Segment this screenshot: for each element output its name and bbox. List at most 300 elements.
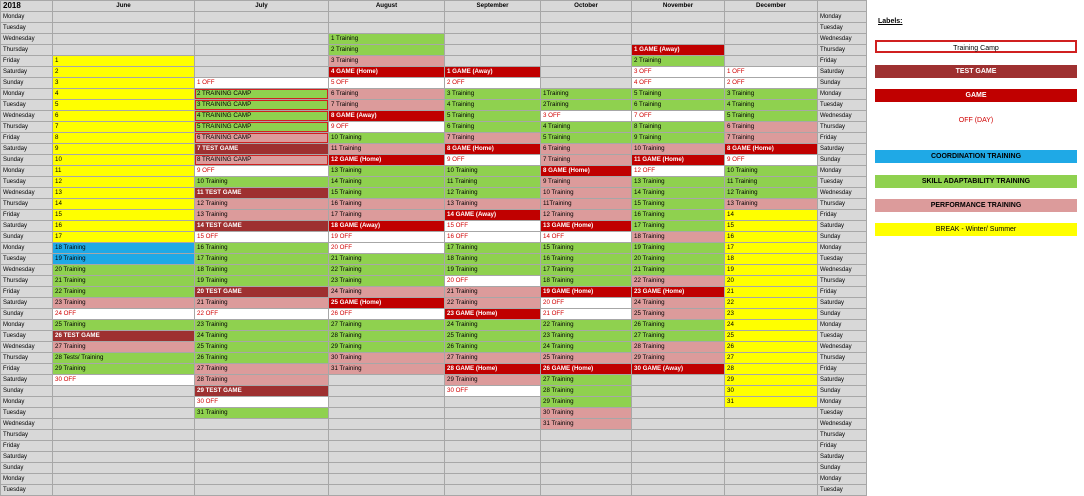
day-cell — [541, 100, 632, 111]
weekday-label-right: Friday — [818, 56, 867, 67]
day-cell — [541, 375, 632, 386]
day-cell — [541, 155, 632, 166]
day-cell — [195, 342, 329, 353]
weekday-label: Wednesday — [1, 34, 53, 45]
day-entry: 21 Training — [634, 266, 665, 273]
day-entry: 8 GAME (Away) — [331, 112, 377, 119]
day-cell — [541, 474, 632, 485]
day-cell — [195, 452, 329, 463]
day-cell — [195, 375, 329, 386]
weekday-label: Wednesday — [1, 188, 53, 199]
day-entry: 18 Training — [447, 255, 478, 262]
weekday-label: Monday — [1, 89, 53, 100]
day-cell — [541, 166, 632, 177]
day-entry: 24 Training — [634, 299, 665, 306]
day-entry: 12 Training — [197, 200, 228, 207]
day-cell — [53, 221, 195, 232]
day-entry: 17 Training — [447, 244, 478, 251]
day-cell — [725, 298, 818, 309]
day-entry: 3 OFF — [543, 112, 561, 119]
day-entry: 10 Training — [447, 167, 478, 174]
legend-coordination-training: COORDINATION TRAINING — [875, 150, 1077, 163]
day-cell — [329, 375, 445, 386]
weekday-label-right: Wednesday — [818, 188, 867, 199]
weekday-label-right: Tuesday — [818, 331, 867, 342]
day-cell — [329, 485, 445, 496]
weekday-label: Sunday — [1, 155, 53, 166]
weekday-label: Friday — [1, 287, 53, 298]
day-entry: 23 — [727, 310, 734, 317]
weekday-label-right: Monday — [818, 166, 867, 177]
day-entry: 26 OFF — [331, 310, 352, 317]
day-cell — [53, 364, 195, 375]
weekday-label-right: Friday — [818, 210, 867, 221]
day-cell — [725, 375, 818, 386]
day-cell — [541, 67, 632, 78]
month-header-august: August — [329, 1, 445, 12]
table-row — [1, 155, 867, 166]
weekday-label: Monday — [1, 166, 53, 177]
weekday-label-right: Thursday — [818, 199, 867, 210]
weekday-label: Thursday — [1, 276, 53, 287]
day-entry: 9 OFF — [197, 167, 215, 174]
day-entry: 23 Training — [197, 321, 228, 328]
day-entry: 8 TRAINING CAMP — [197, 156, 252, 163]
day-cell — [329, 100, 445, 111]
day-cell — [53, 34, 195, 45]
day-cell — [445, 375, 541, 386]
day-entry: 23 GAME (Home) — [447, 310, 498, 317]
day-entry: 5 Training — [727, 112, 755, 119]
day-cell — [445, 287, 541, 298]
weekday-label: Saturday — [1, 144, 53, 155]
day-cell — [725, 342, 818, 353]
table-row — [1, 166, 867, 177]
day-entry: 25 Training — [447, 332, 478, 339]
day-entry: 5 Training — [447, 112, 475, 119]
day-cell — [195, 111, 329, 122]
day-cell — [329, 441, 445, 452]
day-entry: 10 Training — [634, 145, 665, 152]
day-cell — [53, 166, 195, 177]
day-entry: 22 Training — [543, 321, 574, 328]
day-cell — [195, 56, 329, 67]
day-cell — [195, 463, 329, 474]
day-entry: 10 Training — [543, 189, 574, 196]
day-cell — [53, 386, 195, 397]
day-cell — [329, 309, 445, 320]
day-cell — [632, 353, 725, 364]
day-cell — [445, 309, 541, 320]
day-entry: 15 — [55, 211, 62, 218]
day-entry: 7 Training — [447, 134, 475, 141]
day-cell — [445, 243, 541, 254]
day-cell — [541, 452, 632, 463]
legend-break: BREAK - Winter/ Summer — [875, 223, 1077, 236]
weekday-label-right: Friday — [818, 364, 867, 375]
day-cell — [632, 265, 725, 276]
day-cell — [445, 265, 541, 276]
weekday-label: Sunday — [1, 309, 53, 320]
day-cell — [541, 298, 632, 309]
day-cell — [725, 23, 818, 34]
day-entry: 12 GAME (Home) — [331, 156, 382, 163]
day-entry: 22 Training — [634, 277, 665, 284]
day-entry: 8 GAME (Home) — [727, 145, 774, 152]
day-cell — [541, 309, 632, 320]
day-entry: 4 TRAINING CAMP — [197, 112, 252, 119]
weekday-label: Sunday — [1, 386, 53, 397]
day-cell — [53, 408, 195, 419]
day-cell — [445, 166, 541, 177]
day-cell — [53, 45, 195, 56]
day-cell — [195, 199, 329, 210]
day-entry: 11 Training — [331, 145, 362, 152]
day-entry: 6 Training — [331, 90, 359, 97]
day-entry: 20 Training — [634, 255, 665, 262]
day-cell — [725, 111, 818, 122]
table-row — [1, 276, 867, 287]
day-entry: 16 Training — [197, 244, 228, 251]
day-cell — [445, 67, 541, 78]
day-cell — [632, 441, 725, 452]
weekday-label-right: Sunday — [818, 463, 867, 474]
day-entry: 28 — [727, 365, 734, 372]
day-entry: 12 Training — [447, 189, 478, 196]
day-entry: 19 GAME (Home) — [543, 288, 594, 295]
day-entry: 11 — [55, 167, 62, 174]
day-cell — [725, 419, 818, 430]
day-entry: 12 Training — [543, 211, 574, 218]
day-entry: 1 — [55, 57, 59, 64]
day-cell — [329, 122, 445, 133]
day-entry: 23 Training — [55, 299, 86, 306]
day-cell — [329, 199, 445, 210]
day-entry: 20 TEST GAME — [197, 288, 242, 295]
day-cell — [445, 485, 541, 496]
day-cell — [541, 408, 632, 419]
day-entry: 6 TRAINING CAMP — [197, 134, 252, 141]
day-entry: 15 — [727, 222, 734, 229]
day-entry: 28 Tests/ Training — [55, 354, 104, 361]
table-row — [1, 210, 867, 221]
day-entry: 9 — [55, 145, 59, 152]
weekday-label-right: Saturday — [818, 375, 867, 386]
day-cell — [445, 276, 541, 287]
day-cell — [541, 254, 632, 265]
day-cell — [329, 177, 445, 188]
day-cell — [632, 298, 725, 309]
day-cell — [53, 199, 195, 210]
day-cell — [445, 364, 541, 375]
day-cell — [445, 188, 541, 199]
day-entry: 23 Training — [543, 332, 574, 339]
day-cell — [541, 177, 632, 188]
day-cell — [632, 485, 725, 496]
day-entry: 5 OFF — [331, 79, 349, 86]
day-cell — [541, 199, 632, 210]
day-cell — [541, 430, 632, 441]
day-entry: 24 — [727, 321, 734, 328]
day-cell — [53, 265, 195, 276]
day-entry: 21 OFF — [543, 310, 564, 317]
weekday-label: Wednesday — [1, 342, 53, 353]
day-cell — [195, 364, 329, 375]
weekday-label: Tuesday — [1, 100, 53, 111]
day-cell — [725, 320, 818, 331]
day-entry: 10 Training — [197, 178, 228, 185]
day-entry: 2 Training — [331, 46, 359, 53]
day-cell — [445, 353, 541, 364]
day-cell — [541, 34, 632, 45]
day-entry: 9 OFF — [447, 156, 465, 163]
day-cell — [53, 155, 195, 166]
table-row — [1, 56, 867, 67]
day-entry: 2 — [55, 68, 59, 75]
day-cell — [53, 353, 195, 364]
day-cell — [329, 45, 445, 56]
day-cell — [541, 276, 632, 287]
day-cell — [445, 419, 541, 430]
day-entry: 13 Training — [447, 200, 478, 207]
day-cell — [195, 221, 329, 232]
day-cell — [541, 56, 632, 67]
day-entry: 5 Training — [634, 90, 662, 97]
weekday-label-right: Friday — [818, 441, 867, 452]
day-entry: 7 Training — [727, 134, 755, 141]
table-row — [1, 265, 867, 276]
day-cell — [632, 452, 725, 463]
day-entry: 6 — [55, 112, 59, 119]
day-cell — [329, 254, 445, 265]
day-entry: 7 Training — [543, 156, 571, 163]
day-entry: 14 GAME (Away) — [447, 211, 497, 218]
day-entry: 13 — [55, 189, 62, 196]
day-cell — [53, 276, 195, 287]
weekday-label-right: Wednesday — [818, 419, 867, 430]
weekday-label-right: Thursday — [818, 45, 867, 56]
right-header-blank — [818, 1, 867, 12]
weekday-label: Tuesday — [1, 254, 53, 265]
day-cell — [329, 298, 445, 309]
day-cell — [725, 100, 818, 111]
day-entry: 3 — [55, 79, 59, 86]
day-cell — [725, 67, 818, 78]
day-cell — [541, 243, 632, 254]
day-entry: 29 Training — [331, 343, 362, 350]
day-entry: 18 Training — [543, 277, 574, 284]
day-entry: 14 Training — [634, 189, 665, 196]
day-entry: 11Training — [543, 200, 572, 207]
day-entry: 29 — [727, 376, 734, 383]
day-entry: 2 Training — [634, 57, 662, 64]
day-entry: 12 Training — [727, 189, 758, 196]
day-cell — [725, 276, 818, 287]
table-row — [1, 23, 867, 34]
day-entry: 14 OFF — [543, 233, 564, 240]
day-cell — [541, 397, 632, 408]
day-cell — [445, 232, 541, 243]
day-entry: 10 Training — [331, 134, 362, 141]
day-cell — [445, 45, 541, 56]
legend-panel — [870, 0, 1084, 480]
day-cell — [195, 144, 329, 155]
table-row — [1, 309, 867, 320]
weekday-label-right: Friday — [818, 287, 867, 298]
day-cell — [329, 408, 445, 419]
day-cell — [632, 397, 725, 408]
day-entry: 11 TEST GAME — [197, 189, 242, 196]
day-cell — [541, 287, 632, 298]
day-cell — [725, 232, 818, 243]
day-cell — [632, 111, 725, 122]
table-row — [1, 12, 867, 23]
day-entry: 25 — [727, 332, 734, 339]
day-cell — [725, 474, 818, 485]
table-row — [1, 298, 867, 309]
weekday-label-right: Tuesday — [818, 100, 867, 111]
weekday-label-right: Wednesday — [818, 111, 867, 122]
day-cell — [195, 67, 329, 78]
legend-performance-training: PERFORMANCE TRAINING — [875, 199, 1077, 212]
day-cell — [195, 287, 329, 298]
weekday-label: Wednesday — [1, 111, 53, 122]
day-cell — [725, 353, 818, 364]
day-entry: 22 OFF — [197, 310, 218, 317]
day-cell — [632, 122, 725, 133]
day-entry: 31 Training — [331, 365, 362, 372]
day-entry: 1 GAME (Away) — [447, 68, 493, 75]
day-cell — [195, 408, 329, 419]
day-entry: 4 — [55, 90, 59, 97]
table-row — [1, 133, 867, 144]
weekday-label: Thursday — [1, 430, 53, 441]
day-cell — [195, 320, 329, 331]
table-row — [1, 331, 867, 342]
day-cell — [725, 89, 818, 100]
weekday-label: Monday — [1, 243, 53, 254]
day-entry: 2 OFF — [727, 79, 745, 86]
day-entry: 5 TRAINING CAMP — [197, 123, 252, 130]
day-cell — [195, 441, 329, 452]
table-row — [1, 243, 867, 254]
day-cell — [632, 320, 725, 331]
day-entry: 22 — [727, 299, 734, 306]
day-cell — [53, 463, 195, 474]
day-entry: 18 Training — [55, 244, 86, 251]
day-cell — [53, 419, 195, 430]
day-entry: 10 — [55, 156, 62, 163]
day-entry: 14 Training — [331, 178, 362, 185]
month-header-november: November — [632, 1, 725, 12]
day-entry: 24 Training — [197, 332, 228, 339]
day-cell — [329, 34, 445, 45]
day-entry: 30 Training — [331, 354, 362, 361]
day-cell — [329, 221, 445, 232]
day-cell — [725, 287, 818, 298]
day-cell — [195, 100, 329, 111]
day-cell — [53, 320, 195, 331]
day-cell — [445, 298, 541, 309]
day-cell — [541, 23, 632, 34]
weekday-label: Tuesday — [1, 408, 53, 419]
day-cell — [725, 199, 818, 210]
day-cell — [195, 78, 329, 89]
day-cell — [195, 232, 329, 243]
day-cell — [725, 485, 818, 496]
day-entry: 25 Training — [543, 354, 574, 361]
day-cell — [329, 56, 445, 67]
day-entry: 27 Training — [331, 321, 362, 328]
day-entry: 19 OFF — [331, 233, 352, 240]
day-cell — [53, 133, 195, 144]
day-cell — [53, 78, 195, 89]
day-cell — [195, 243, 329, 254]
day-entry: 20 OFF — [543, 299, 564, 306]
day-cell — [725, 265, 818, 276]
table-row — [1, 320, 867, 331]
day-cell — [445, 474, 541, 485]
table-row — [1, 287, 867, 298]
day-entry: 15 Training — [634, 200, 665, 207]
day-cell — [445, 199, 541, 210]
day-entry: 14 — [55, 200, 62, 207]
day-cell — [725, 452, 818, 463]
table-row — [1, 254, 867, 265]
table-row — [1, 463, 867, 474]
day-cell — [445, 221, 541, 232]
day-cell — [195, 298, 329, 309]
day-cell — [445, 56, 541, 67]
weekday-label: Monday — [1, 474, 53, 485]
day-entry: 12 OFF — [634, 167, 655, 174]
weekday-label: Monday — [1, 320, 53, 331]
day-entry: 24 Training — [447, 321, 478, 328]
day-cell — [725, 243, 818, 254]
day-entry: 27 Training — [197, 365, 228, 372]
day-cell — [725, 397, 818, 408]
day-cell — [195, 276, 329, 287]
day-cell — [541, 364, 632, 375]
day-cell — [53, 56, 195, 67]
table-row — [1, 232, 867, 243]
weekday-label-right: Wednesday — [818, 265, 867, 276]
day-entry: 16 Training — [543, 255, 574, 262]
table-row — [1, 111, 867, 122]
day-cell — [632, 100, 725, 111]
weekday-label: Thursday — [1, 199, 53, 210]
weekday-label: Tuesday — [1, 23, 53, 34]
weekday-label-right: Tuesday — [818, 254, 867, 265]
day-entry: 7 OFF — [634, 112, 652, 119]
weekday-label-right: Monday — [818, 12, 867, 23]
day-cell — [632, 56, 725, 67]
day-entry: 1 OFF — [727, 68, 745, 75]
day-entry: 9 OFF — [331, 123, 349, 130]
day-cell — [445, 122, 541, 133]
legend-game: GAME — [875, 89, 1077, 102]
day-cell — [329, 386, 445, 397]
day-entry: 15 Training — [331, 189, 362, 196]
day-entry: 26 Training — [634, 321, 665, 328]
day-entry: 26 — [727, 343, 734, 350]
day-cell — [53, 89, 195, 100]
day-entry: 30 OFF — [55, 376, 76, 383]
day-entry: 18 Training — [634, 233, 665, 240]
day-entry: 9 OFF — [727, 156, 745, 163]
day-cell — [725, 155, 818, 166]
day-cell — [632, 243, 725, 254]
